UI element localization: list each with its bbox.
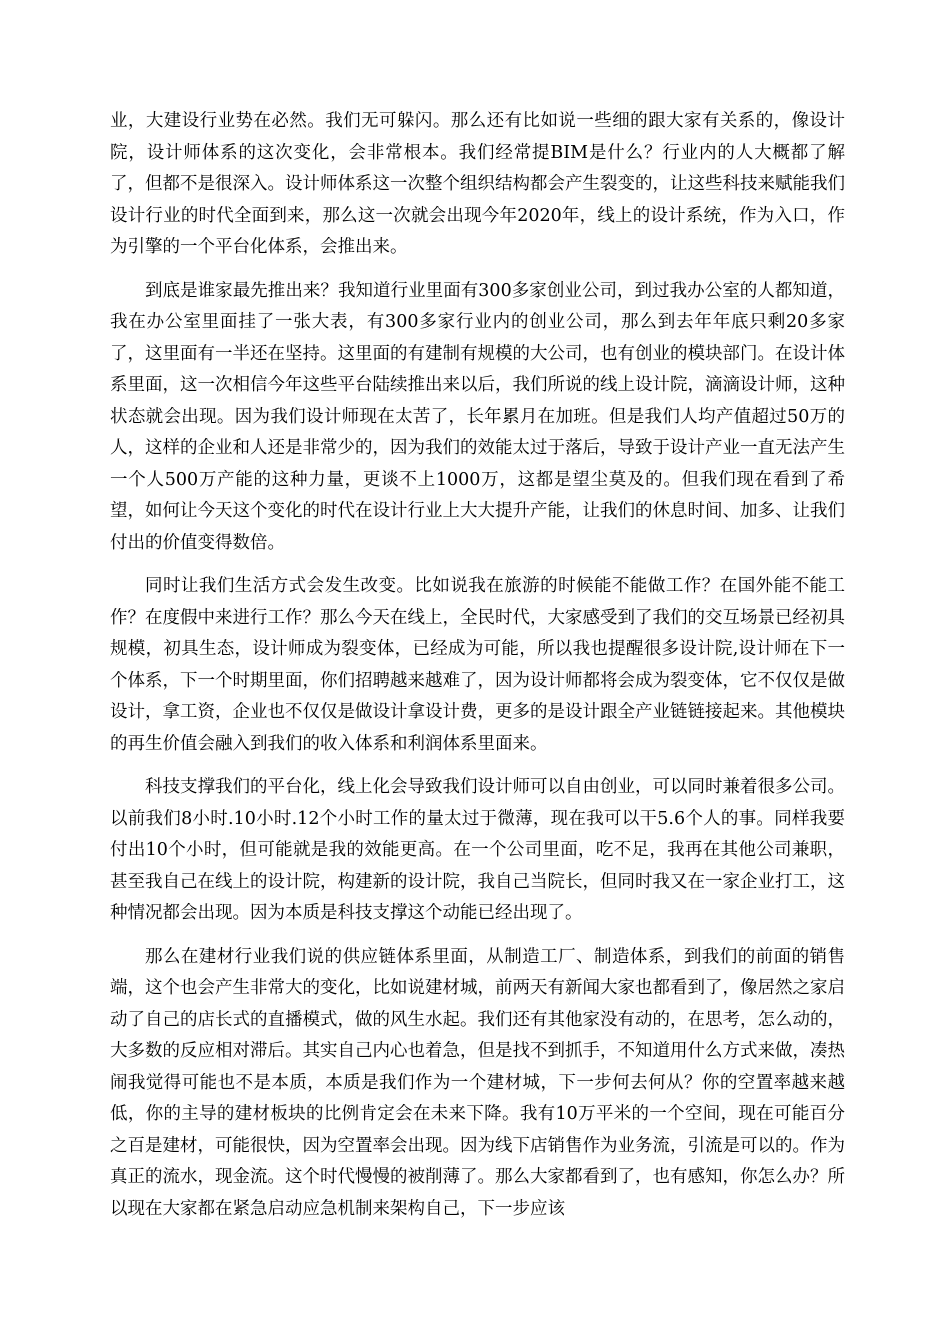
paragraph-4: 科技支撑我们的平台化，线上化会导致我们设计师可以自由创业，可以同时兼着很多公司。以前我们8小时.10小时.12个小时工作的量太过于微薄，现在我可以干5.6个人的事。同样我要付出10个小时，但可能就是我的效能更高。在一个公司里面，吃不足，我再在其他公司兼职，甚至我自己在线上的设计院，构建新的设计院，我自己当院长，但同时我又在一家企业打工，这种情况都会出现。因为本质是科技支撑这个动能已经出现了。 [110,777,845,923]
paragraph-1: 业，大建设行业势在必然。我们无可躲闪。那么还有比如说一些细的跟大家有关系的，像设计院，设计师体系的这次变化，会非常根本。我们经常提BIM是什么？行业内的人大概都了解了，但都不是很深入。设计师体系这一次整个组织结构都会产生裂变的，让这些科技来赋能我们设计行业的时代全面到来，那么这一次就会出现今年2020年，线上的设计系统，作为入口，作为引擎的一个平台化体系，会推出来。 [110,111,845,257]
paragraph-5: 那么在建材行业我们说的供应链体系里面，从制造工厂、制造体系，到我们的前面的销售端，这个也会产生非常大的变化，比如说建材城，前两天有新闻大家也都看到了，像居然之家启动了自己的店长式的直播模式，做的风生水起。我们还有其他家没有动的，在思考，怎么动的，大多数的反应相对滞后。其实自己内心也着急，但是找不到抓手，不知道用什么方式来做，凑热闹我觉得可能也不是本质，本质是我们作为一个建材城，下一步何去何从？你的空置率越来越低，你的主导的建材板块的比例肯定会在未来下降。我有10万平米的一个空间，现在可能百分之百是建材，可能很快，因为空置率会出现。因为线下店销售作为业务流，引流是可以的。作为真正的流水，现金流。这个时代慢慢的被削薄了。那么大家都看到了，也有感知，你怎么办？所以现在大家都在紧急启动应急机制来架构自己，下一步应该 [110,946,845,1219]
paragraph-3: 同时让我们生活方式会发生改变。比如说我在旅游的时候能不能做工作？在国外能不能工作？在度假中来进行工作？那么今天在线上，全民时代，大家感受到了我们的交互场景已经初具规模，初具生态，设计师成为裂变体，已经成为可能，所以我也提醒很多设计院,设计师在下一个体系，下一个时期里面，你们招聘越来越难了，因为设计师都将会成为裂变体，它不仅仅是做设计，拿工资，企业也不仅仅是做设计拿设计费，更多的是设计跟全产业链链接起来。其他模块的再生价值会融入到我们的收入体系和利润体系里面来。 [110,576,845,754]
document-page [110,106,845,1225]
paragraph-2: 到底是谁家最先推出来？我知道行业里面有300多家创业公司，到过我办公室的人都知道，我在办公室里面挂了一张大表，有300多家行业内的创业公司，那么到去年年底只剩20多家了，这里面有一半还在坚持。这里面的有建制有规模的大公司，也有创业的模块部门。在设计体系里面，这一次相信今年这些平台陆续推出来以后，我们所说的线上设计院，滴滴设计师，这种状态就会出现。因为我们设计师现在太苦了，长年累月在加班。但是我们人均产值超过50万的人，这样的企业和人还是非常少的，因为我们的效能太过于落后，导致于设计产业一直无法产生一个人500万产能的这种力量，更谈不上1000万，这都是望尘莫及的。但我们现在看到了希望，如何让今天这个变化的时代在设计行业上大大提升产能，让我们的休息时间、加多、让我们付出的价值变得数倍。 [110,280,845,553]
